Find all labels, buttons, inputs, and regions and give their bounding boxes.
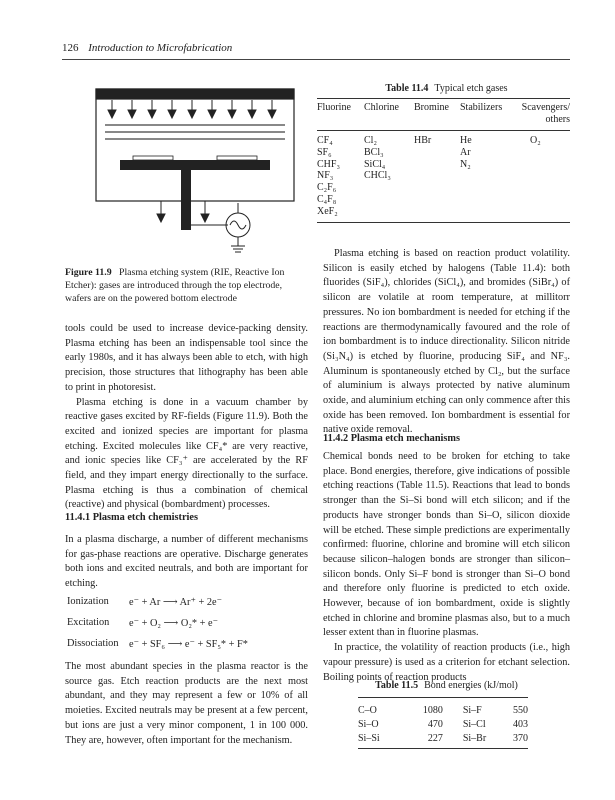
table-cell: N₂	[460, 158, 471, 170]
column-header: Stabilizers	[460, 99, 516, 131]
table-cell	[414, 206, 460, 218]
table-cell: C₂F₆	[317, 182, 337, 194]
table-cell: HBr	[414, 135, 432, 146]
table-cell: CF₄	[317, 135, 333, 146]
wafer-left	[133, 156, 173, 160]
right-column-bottom	[323, 450, 570, 685]
right-column-top	[323, 247, 570, 438]
table-cell	[414, 182, 460, 194]
paragraph: In practice, the volatility of reaction products (i.e., high vapour pressure) is used as a criterion for etchant selection. Boiling points of reaction products	[323, 642, 570, 683]
left-column-bottom	[65, 660, 308, 748]
plasma-region	[105, 124, 285, 140]
table-cell: 550	[502, 698, 528, 719]
top-electrode	[96, 89, 294, 99]
paragraph: The most abundant species in the plasma reactor is the source gas. Etch reaction products are the next most abundant, and they may represent a few or 10% of all moieties. Excited neutrals may be present at a few percent, but ions are just a very minor component, 1 in 100 000. They are, however, often important for the mechanism.	[65, 661, 308, 746]
table-cell: He	[460, 135, 472, 146]
equation-excitation	[67, 617, 307, 638]
table-cell: CHCl₃	[364, 170, 391, 182]
table-cell: Si–F	[463, 698, 503, 719]
equation-label: Excitation	[67, 617, 110, 628]
table-cell: C–O	[358, 698, 395, 719]
equation-reaction: e⁻ + O₂ ⟶ O₂* + e⁻	[129, 618, 219, 629]
table-cell	[516, 159, 570, 171]
table-cell: Si–Br	[463, 732, 503, 749]
gas-inlet-arrows	[108, 100, 276, 118]
section-heading: 11.4.1 Plasma etch chemistries	[65, 512, 198, 523]
figure-label: Figure 11.9	[65, 267, 112, 278]
table-cell	[414, 147, 460, 159]
header-rule	[62, 59, 570, 60]
table-header-row	[317, 99, 570, 131]
table-cell	[460, 182, 516, 194]
section-11-4-2	[323, 432, 570, 447]
table-cell	[364, 182, 414, 194]
table-row	[358, 698, 528, 719]
table-cell	[516, 182, 570, 194]
table-11-4-caption	[323, 83, 570, 94]
equation-dissociation	[67, 638, 307, 659]
table-cell: NF₃	[317, 170, 334, 182]
table-cell	[460, 194, 516, 206]
column-header: Chlorine	[364, 99, 414, 131]
table-cell: Si–Si	[358, 732, 395, 749]
table-row	[317, 182, 570, 194]
table-label: Table 11.5	[375, 680, 419, 691]
table-cell	[516, 147, 570, 159]
paragraph: Plasma etching is done in a vacuum chamber by reactive gases excited by RF-fields (Figure 11.9). Both the excited and ionized species are important for plasma etching. Excited molecules like CF₄* are very reactive, and ionic species like CF₃⁺ are accelerated by the RF field, and they impart energy directionally to the surface. Plasma etching is thus a combination of chemical (reactive) and physical (bombardment) processes.	[65, 396, 308, 511]
vacuum-chamber	[96, 89, 294, 201]
bottom-electrode	[120, 160, 270, 170]
table-cell	[516, 170, 570, 182]
table-cell: XeF₂	[317, 205, 338, 217]
table-cell	[460, 206, 516, 218]
electrode-stem	[181, 170, 191, 230]
running-title: Introduction to Microfabrication	[88, 42, 233, 54]
equation-label: Ionization	[67, 596, 109, 607]
equation-label: Dissociation	[67, 638, 119, 649]
table-bottom-rule	[317, 218, 570, 223]
table-cell: Ar	[460, 146, 471, 158]
paragraph: tools could be used to increase device-packing density. Plasma etching has been an indispensable tool since the early 1980s, and it has always been able to etch, with high precision, those structures that lithography has been able to print in photoresist.	[65, 323, 308, 393]
table-row	[358, 718, 528, 732]
table-row	[317, 170, 570, 182]
figure-caption	[65, 266, 308, 305]
table-row	[317, 194, 570, 206]
table-cell	[516, 206, 570, 218]
column-header: Scavengers/ others	[516, 99, 570, 131]
table-title: Typical etch gases	[434, 83, 508, 94]
table-cell: BCl₃	[364, 146, 384, 158]
page-number: 126	[62, 42, 79, 54]
table-11-4	[317, 98, 570, 223]
table-cell: SiCl₄	[364, 158, 386, 170]
table-cell: Si–Cl	[462, 719, 486, 730]
section-11-4-1	[65, 511, 308, 526]
table-cell: 1080	[395, 698, 463, 719]
table-cell	[414, 194, 460, 206]
column-header: Bromine	[414, 99, 460, 131]
equation-reaction: e⁻ + SF₆ ⟶ e⁻ + SF₅* + F*	[129, 639, 248, 650]
table-row	[358, 732, 528, 749]
section-heading: 11.4.2 Plasma etch mechanisms	[323, 433, 460, 444]
left-column-top	[65, 322, 308, 513]
reaction-equations	[67, 596, 307, 659]
table-cell	[364, 206, 414, 218]
table-cell	[414, 170, 460, 182]
paragraph: Plasma etching is based on reaction product volatility. Silicon is easily etched by halogens (Table 11.4): both fluorides (SiF₄), chlorides (SiCl₄), and bromides (SiBr₄) of silicon are volatile at room temperature, at millitorr pressures. No ion bombardment is needed for etching if the reactions are thermodynamically favoured and the role of ion bombardment is to induce directionality. Silicon nitride (Si₃N₄) is etched by fluorine, producing SiF₄ and NF₃. Aluminum is spontaneously etched by Cl₂, but the surface of aluminium is always protected by native aluminum oxide, and aluminium etching can only commence after this oxide has been removed. Ion bombardment is essential for native oxide removal.	[323, 248, 570, 436]
table-row	[317, 147, 570, 159]
paragraph: Chemical bonds need to be broken for etching to take place. Bond energies, therefore, give indications of possible etching reactions (Table 11.5). Reactions that lead to bonds stronger than the Si–Si bond will etch silicon; and if the products have stronger bonds than Si–O, silicon dioxide will be etched. These simple predictions are experimentally confirmed: fluorine, chlorine and bromine will etch silicon because silicon–halogen bonds are stronger than silicon–silicon bonds. Only Si–F bond is stronger than Si–O bond and therefore only fluorine is predicted to etch oxide. However, because of ion bombardment, oxide is slightly etched in chlorine and bromine plasmas also, but to a much lesser extent than in fluorine plasmas.	[323, 451, 570, 639]
table-label: Table 11.4	[385, 83, 429, 94]
table-11-5	[358, 697, 528, 749]
table-row	[317, 159, 570, 171]
column-header: Fluorine	[317, 99, 364, 131]
table-cell	[460, 170, 516, 182]
table-cell: Si–O	[358, 719, 379, 730]
table-cell: O₂	[530, 135, 541, 146]
figure-caption-text: Plasma etching system (RIE, Reactive Ion Etcher): gases are introduced through the top electrode, wafers are on the powered bottom electrode	[65, 267, 285, 304]
table-cell: CHF₃	[317, 158, 340, 170]
paragraph: In a plasma discharge, a number of different mechanisms for gas-phase reactions are operative. Discharge generates both ions and excited neutrals, and both are important for etching.	[65, 534, 308, 590]
table-title: Bond energies (kJ/mol)	[424, 680, 518, 691]
table-cell: SF₆	[317, 146, 332, 158]
table-cell: 227	[395, 732, 463, 749]
equation-reaction: e⁻ + Ar ⟶ Ar⁺ + 2e⁻	[129, 597, 223, 608]
table-cell: 403	[513, 719, 528, 730]
table-cell: Cl₂	[364, 135, 377, 146]
table-cell: C₄F₈	[317, 193, 337, 205]
wafer-right	[217, 156, 257, 160]
plasma-etcher-diagram	[95, 88, 295, 260]
table-cell: 470	[427, 719, 443, 730]
table-cell	[414, 159, 460, 171]
page-header	[62, 42, 232, 54]
table-cell	[516, 194, 570, 206]
table-cell	[364, 194, 414, 206]
rf-generator	[191, 203, 250, 252]
table-cell: 370	[502, 732, 528, 749]
table-row	[317, 206, 570, 218]
left-column-mid	[65, 533, 308, 592]
table-row	[317, 131, 570, 147]
table-11-5-caption	[323, 680, 570, 691]
equation-ionization	[67, 596, 307, 617]
